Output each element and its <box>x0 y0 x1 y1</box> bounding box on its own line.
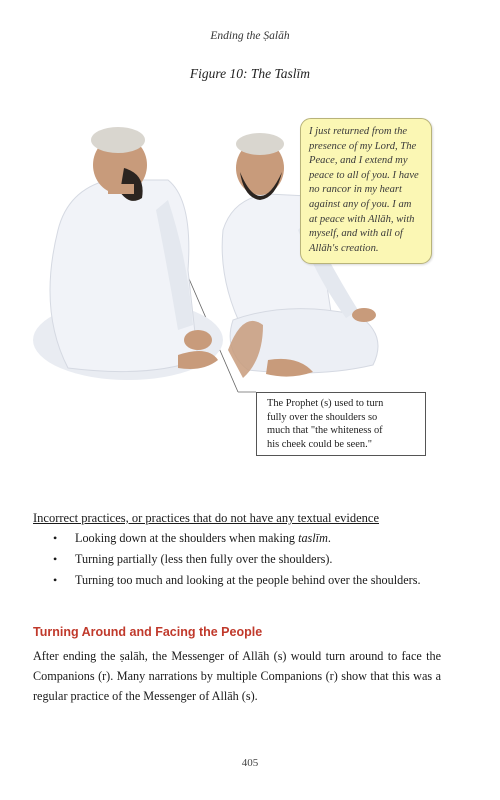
note-line: his cheek could be seen." <box>267 438 372 450</box>
list-item <box>33 551 453 567</box>
bullet-emphasis: taslīm <box>298 531 328 545</box>
bubble-line: presence of my Lord, The <box>309 140 417 152</box>
bullet-text: Turning partially (less then fully over the shoulders). <box>75 552 333 566</box>
running-head: Ending the Ṣalāh <box>210 30 290 42</box>
bullet-icon: • <box>53 573 58 587</box>
callout-note <box>256 392 426 456</box>
bullet-text: Looking down at the shoulders when making <box>75 531 299 545</box>
note-line: fully over the shoulders so <box>267 411 378 423</box>
bullet-text: Turning too much and looking at the people behind over the shoulders. <box>75 573 421 587</box>
list-item <box>33 530 453 546</box>
bubble-line: no rancor in my heart <box>309 184 402 196</box>
page-number: 405 <box>241 757 259 769</box>
neck-left <box>108 184 134 194</box>
bubble-line: against any of you. I am <box>309 198 412 210</box>
bubble-line: Peace, and I extend my <box>309 155 408 167</box>
hand-pointing <box>352 308 376 322</box>
man-from-behind <box>33 127 223 380</box>
incorrect-practices-list <box>33 530 453 593</box>
speech-bubble <box>300 118 432 264</box>
bubble-line: peace to all of you. I have <box>309 169 419 181</box>
bubble-line: Allāh's creation. <box>309 242 379 254</box>
cap-right <box>236 133 284 155</box>
bullet-icon: • <box>53 552 58 566</box>
hand-left <box>184 330 212 350</box>
body-paragraph: After ending the ṣalāh, the Messenger of Allāh (s) would turn around to face the Companions (r). Many narrations by multiple Companions (r) show that this was a regular practice of the Messenger of Allāh (s). <box>33 649 441 703</box>
incorrect-practices-heading: Incorrect practices, or practices that do not have any textual evidence <box>33 511 380 525</box>
bubble-line: at peace with Allāh, with <box>309 213 415 225</box>
bullet-icon: • <box>53 531 58 545</box>
list-item <box>33 572 453 588</box>
note-line: The Prophet (s) used to turn <box>267 398 384 409</box>
bubble-line: I just returned from the <box>309 126 408 137</box>
bullet-text-end: . <box>327 531 331 545</box>
figure-caption: Figure 10: The Taslīm <box>189 66 311 81</box>
cap-left <box>91 127 145 153</box>
bubble-line: myself, and with all of <box>309 228 403 240</box>
section-heading: Turning Around and Facing the People <box>33 625 263 639</box>
note-line: much that "the whiteness of <box>267 425 383 436</box>
